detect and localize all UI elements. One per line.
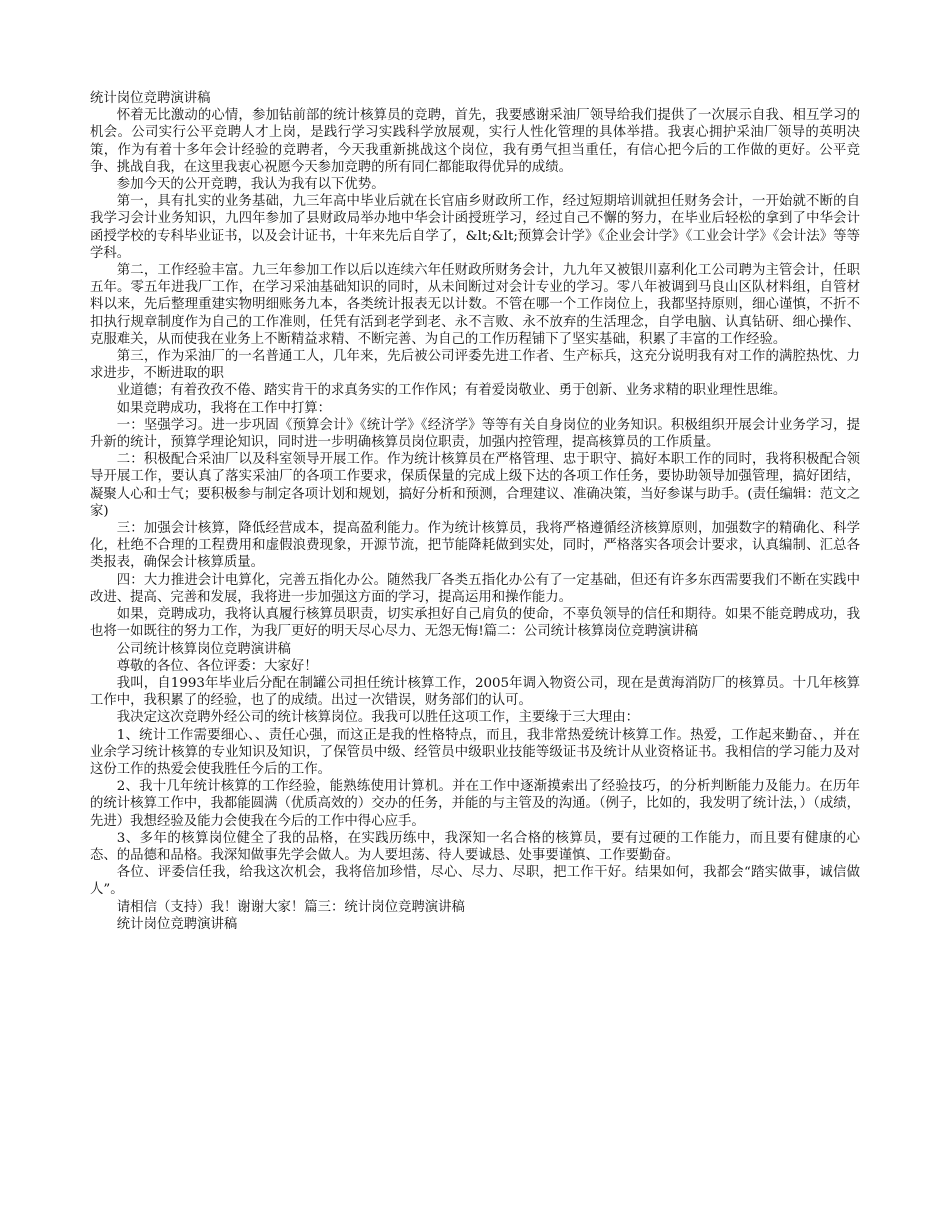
paragraph: 如果竞聘成功，我将在工作中打算： bbox=[116, 400, 332, 416]
paragraph: 尊敬的各位、各位评委：大家好！ bbox=[116, 658, 318, 674]
document-body bbox=[90, 90, 860, 933]
paragraph: 二：积极配合采油厂以及科室领导开展工作。作为统计核算员在严格管理、忠于职守、搞好本职工作的同时，我将积极配合领导开展工作，要认真了落实采油厂的各项工作要求，保质保量的完成上级下达的各项工作任务，要协助领导加强管理，搞好团结，凝聚人心和士气；要积极参与制定各项计划和规划，搞好分析和预测，合理建议、准确决策，当好参谋与助手。(责任编辑：范文之家) bbox=[90, 452, 860, 519]
paragraph: 各位、评委信任我，给我这次机会，我将倍加珍惜，尽心、尽力、尽职，把工作干好。结果如何，我都会“踏实做事，诚信做人”。 bbox=[90, 865, 860, 898]
document-title: 统计岗位竞聘演讲稿 bbox=[90, 91, 211, 106]
paragraph: 怀着无比激动的心情，参加钻前部的统计核算员的竞聘，首先，我要感谢采油厂领导给我们提供了一次展示自我、相互学习的机会。公司实行公平竞聘人才上岗，是践行学习实践科学放展观，实行人性化管理的具体举措。我衷心拥护采油厂领导的英明决策，作为有着十多年会计经验的竞聘者，今天我重新挑战这个岗位，我有勇气担当重任，有信心把今后的工作做的更好。公平竞争、挑战自我，在这里我衷心祝愿今天参加竞聘的所有同仁都能取得优异的成绩。 bbox=[90, 108, 860, 175]
paragraph: 3、多年的核算岗位健全了我的品格，在实践历练中，我深知一名合格的核算员，要有过硬的工作能力，而且要有健康的心态、的品德和品格。我深知做事先学会做人。为人要坦荡、待人要诚恳、处事要谨慎、工作要勤奋。 bbox=[90, 830, 860, 863]
paragraph: 1、统计工作需要细心、、责任心强，而这正是我的性格特点，而且，我非常热爱统计核算工作。热爱，工作起来勤奋、，并在业余学习统计核算的专业知识及知识，了保管员中级、经管员中级职业技能等级证书及统计从业资格证书。我相信的学习能力及对这份工作的热爱会使我胜任今后的工作。 bbox=[90, 727, 860, 777]
paragraph: 第三，作为采油厂的一名普通工人，几年来，先后被公司评委先进工作者、生产标兵，这充分说明我有对工作的满腔热忱、力求进步，不断进取的职 bbox=[90, 349, 860, 382]
paragraph: 参加今天的公开竞聘，我认为我有以下优势。 bbox=[116, 177, 385, 193]
paragraph: 如果，竞聘成功，我将认真履行核算员职责，切实承担好自己肩负的使命，不辜负领导的信任和期待。如果不能竞聘成功，我也将一如既往的努力工作，为我厂更好的明天尽心尽力、无怨无悔!篇二：公司统计核算岗位竞聘演讲稿 bbox=[90, 607, 860, 640]
paragraph: 2、我十几年统计核算的工作经验，能熟练使用计算机。并在工作中逐渐摸索出了经验技巧，的分析判断能力及能力。在历年的统计核算工作中，我都能圆满（优质高效的）交办的任务，并能的与主管及的沟通。（例子，比如的，我发明了统计法，）（成绩，先进）我想经验及能力会使我在今后的工作中得心应手。 bbox=[90, 779, 860, 829]
paragraph: 业道德；有着孜孜不倦、踏实肯干的求真务实的工作作风；有着爱岗敬业、勇于创新、业务求精的职业理性思维。 bbox=[116, 383, 787, 399]
paragraph: 统计岗位竞聘演讲稿 bbox=[116, 916, 238, 932]
paragraph: 第二，工作经验丰富。九三年参加工作以后以连续六年任财政所财务会计，九九年又被银川嘉利化工公司聘为主管会计，任职五年。零五年进我厂工作，在学习采油基础知识的同时，从未间断过对会计专业的学习。零八年被调到马良山区队材料组，自管材料以来，先后整理重建实物明细账务九本，各类统计报表无以计数。不管在哪一个工作岗位上，我都坚持原则，细心谨慎，不折不扣执行规章制度作为自己的工作准则，任凭有活到老学到老、永不言败、永不放弃的生活理念，自学电脑、认真钻研、细心操作、克服难关，从而使我在业务上不断精益求精、不断完善、为自己的工作历程铺下了坚实基础，积累了丰富的工作经验。 bbox=[90, 263, 860, 347]
paragraph: 第一，具有扎实的业务基础，九三年高中毕业后就在长官庙乡财政所工作，经过短期培训就担任财务会计，一开始就不断的自我学习会计业务知识，九四年参加了县财政局举办地中华会计函授班学习，经过自己不懈的努力，在毕业后轻松的拿到了中华会计函授学校的专科毕业证书，以及会计证书，十年来先后自学了，&lt;&lt;预算会计学》《企业会计学》《工业会计学》《会计法》等等学科。 bbox=[90, 194, 860, 261]
paragraph: 一：坚强学习。进一步巩固《预算会计》《统计学》《经济学》等等有关自身岗位的业务知识。积极组织开展会计业务学习，提升新的统计，预算学理论知识，同时进一步明确核算员岗位职责，加强内控管理，提高核算员的工作质量。 bbox=[90, 417, 860, 451]
paragraph: 四：大力推进会计电算化，完善五指化办公。随然我厂各类五指化办公有了一定基础，但还有许多东西需要我们不断在实践中改进、提高、完善和发展，我将进一步加强这方面的学习，提高运用和操作能力。 bbox=[90, 572, 860, 605]
paragraph: 公司统计核算岗位竞聘演讲稿 bbox=[116, 641, 291, 657]
paragraph: 我决定这次竞聘外经公司的统计核算岗位。我我可以胜任这项工作，主要缘于三大理由： bbox=[116, 710, 640, 726]
paragraph: 请相信（支持）我！谢谢大家！篇三：统计岗位竞聘演讲稿 bbox=[116, 899, 465, 915]
paragraph: 我叫，自1993年毕业后分配在制罐公司担任统计核算工作，2005年调入物资公司，现在是黄海消防厂的核算员。十几年核算工作中，我积累了的经验，也了的成绩。出过一次错误，财务部们的认可。 bbox=[90, 675, 860, 709]
paragraph: 三：加强会计核算，降低经营成本，提高盈利能力。作为统计核算员，我将严格遵循经济核算原则，加强数字的精确化、科学化，杜绝不合理的工程费用和虚假浪费现象，开源节流，把节能降耗做到实处，同时，严格落实各项会计要求，认真编制、汇总各类报表，确保会计核算质量。 bbox=[90, 521, 860, 571]
